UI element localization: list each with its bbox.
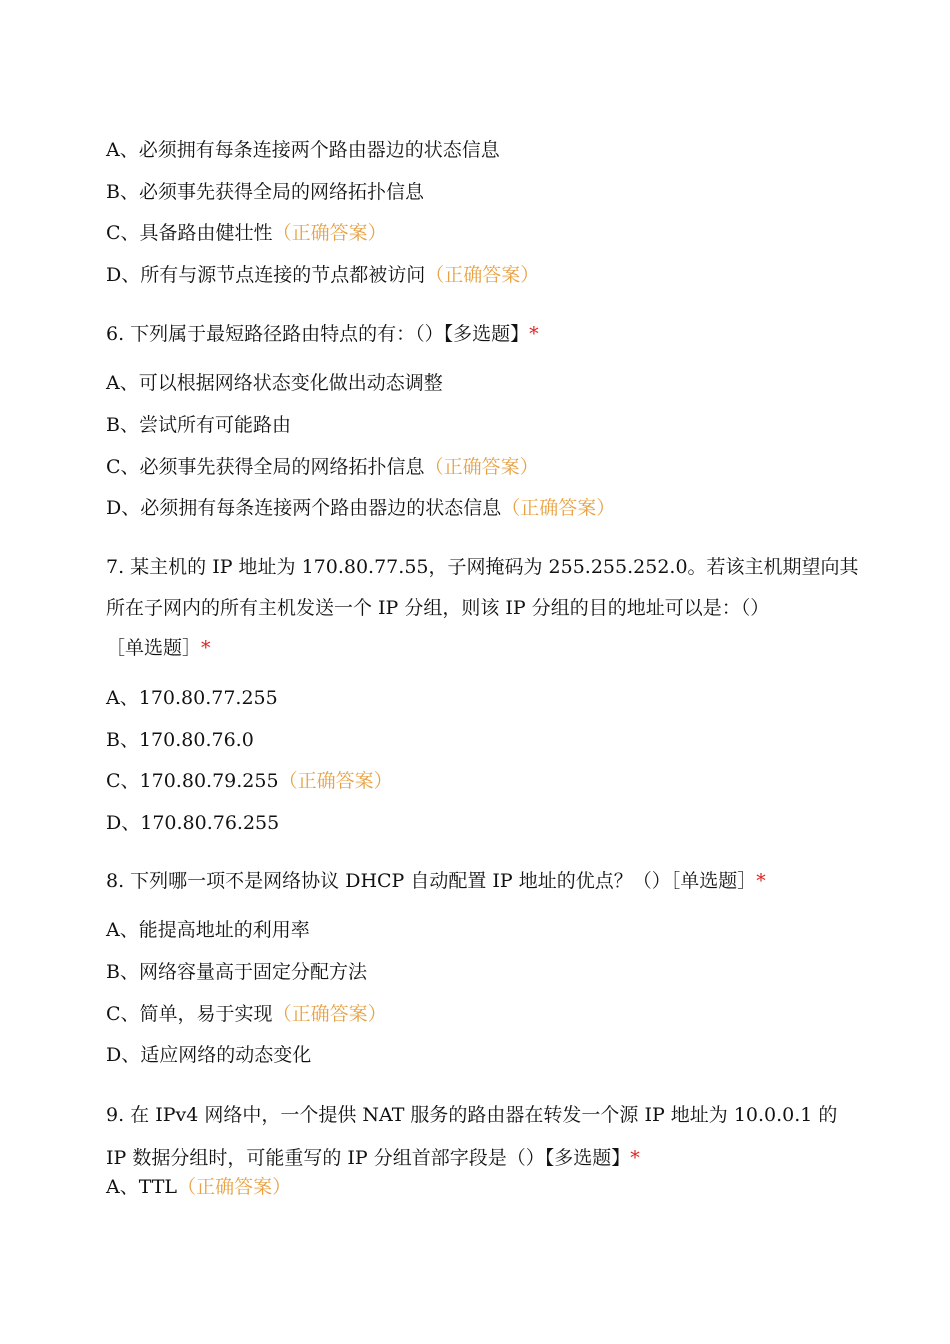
correct-answer-tag: （正确答案） [278,770,393,792]
q5-option-c [106,220,387,246]
q8-option-c [106,1001,387,1027]
question-text: 6. 下列属于最短路径路由特点的有：（）【多选题】 [106,323,530,345]
question-type: ［单选题］ [106,637,202,659]
option-letter: D、 [106,264,141,286]
option-letter: B、 [106,414,139,436]
q8-option-b [106,959,367,985]
q8-option-a [106,917,310,943]
correct-answer-tag: （正确答案） [272,222,387,244]
option-letter: D、 [106,497,141,519]
q7-stem-line-1 [106,554,859,580]
q7-option-a [106,685,278,711]
q7-option-c [106,768,393,794]
q6-option-b [106,412,291,438]
correct-answer-tag: （正确答案） [177,1176,292,1198]
option-text: 必须事先获得全局的网络拓扑信息 [138,181,424,203]
option-text: 170.80.76.0 [138,729,254,751]
q7-option-b [106,727,254,753]
q6-option-c [106,454,539,480]
option-text: 170.80.77.255 [138,687,278,709]
correct-answer-tag: （正确答案） [425,264,540,286]
option-text: 必须拥有每条连接两个路由器边的状态信息 [138,139,500,161]
option-text: 尝试所有可能路由 [138,414,291,436]
option-letter: C、 [106,456,140,478]
q8-stem [106,868,766,894]
q5-option-b [106,179,424,205]
option-letter: B、 [106,729,139,751]
option-text: 可以根据网络状态变化做出动态调整 [138,372,443,394]
required-mark: * [529,323,539,345]
q9-stem-line-2 [106,1145,640,1171]
option-letter: A、 [106,919,139,941]
option-text: TTL [138,1176,178,1198]
option-letter: D、 [106,812,141,834]
option-text: 所有与源节点连接的节点都被访问 [140,264,426,286]
option-text: 网络容量高于固定分配方法 [138,961,367,983]
required-mark: * [201,637,211,659]
question-text: 7. 某主机的 IP 地址为 170.80.77.55，子网掩码为 255.255.252.0。若该主机期望向其 [106,556,859,578]
q6-option-a [106,370,443,396]
q9-option-a [106,1174,291,1200]
option-text: 必须事先获得全局的网络拓扑信息 [139,456,425,478]
question-text: 8. 下列哪一项不是网络协议 DHCP 自动配置 IP 地址的优点？（）［单选题］ [106,870,757,892]
option-text: 170.80.76.255 [140,812,280,834]
required-mark: * [630,1147,640,1169]
question-text: 9. 在 IPv4 网络中，一个提供 NAT 服务的路由器在转发一个源 IP 地址为 10.0.0.1 的 [106,1104,838,1126]
option-letter: A、 [106,372,139,394]
q6-option-d [106,495,615,521]
q7-stem-line-3 [106,635,211,661]
option-text: 具备路由健壮性 [139,222,273,244]
q5-option-d [106,262,539,288]
q6-stem [106,321,539,347]
q7-option-d [106,810,279,836]
q7-stem-line-2 [106,595,769,621]
option-letter: C、 [106,770,140,792]
correct-answer-tag: （正确答案） [424,456,539,478]
option-letter: D、 [106,1044,141,1066]
option-letter: C、 [106,1003,140,1025]
option-text: 能提高地址的利用率 [138,919,310,941]
question-text: 所在子网内的所有主机发送一个 IP 分组，则该 IP 分组的目的地址可以是：（） [106,597,770,619]
option-letter: A、 [106,1176,139,1198]
q9-stem-line-1 [106,1102,837,1128]
option-letter: B、 [106,181,139,203]
required-mark: * [756,870,766,892]
q5-option-a [106,137,500,163]
option-letter: B、 [106,961,139,983]
option-text: 必须拥有每条连接两个路由器边的状态信息 [140,497,502,519]
correct-answer-tag: （正确答案） [272,1003,387,1025]
question-text: IP 数据分组时，可能重写的 IP 分组首部字段是（）【多选题】 [106,1147,631,1169]
option-text: 适应网络的动态变化 [140,1044,312,1066]
option-letter: C、 [106,222,140,244]
option-letter: A、 [106,687,139,709]
option-text: 170.80.79.255 [139,770,279,792]
option-text: 简单，易于实现 [139,1003,273,1025]
q8-option-d [106,1042,311,1068]
option-letter: A、 [106,139,139,161]
correct-answer-tag: （正确答案） [501,497,616,519]
